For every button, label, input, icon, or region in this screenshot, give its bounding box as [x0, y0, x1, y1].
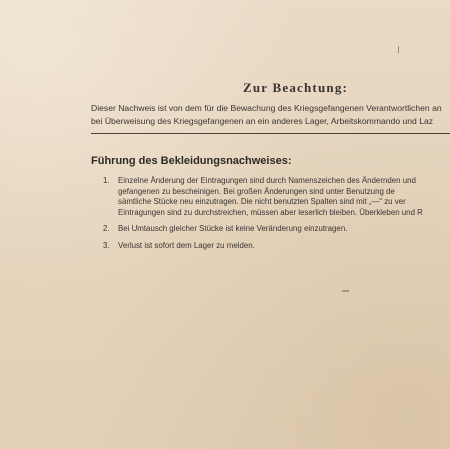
horizontal-divider: [91, 133, 450, 134]
list-item: [103, 224, 423, 235]
item-line: Verlust ist sofort dem Lager zu melden.: [118, 240, 255, 250]
paper-mark: [398, 46, 399, 53]
item-number: 3.: [103, 240, 110, 250]
item-line: Einzelne Änderung der Eintragungen sind durch Namenszeichen des Ändernden und: [118, 176, 416, 185]
item-line: gefangenen zu bescheinigen. Bei großen Änderungen sind unter Benutzung de: [118, 186, 395, 196]
instructions-list: [103, 176, 423, 252]
list-item: [103, 241, 423, 252]
list-item: [103, 176, 423, 218]
item-line: Bei Umtausch gleicher Stücke ist keine Veränderung einzutragen.: [118, 224, 348, 234]
intro-line: Dieser Nachweis ist von dem für die Bewachung des Kriegsgefangenen Verantwortlichen an: [91, 103, 442, 113]
section-title: Führung des Bekleidungsnachweises:: [91, 155, 292, 167]
intro-line: bei Überweisung des Kriegsgefangenen an ein anderes Lager, Arbeitskommando und Laz: [91, 116, 434, 126]
item-number: 2.: [103, 224, 110, 234]
intro-paragraph: [91, 102, 442, 128]
item-number: 1.: [103, 176, 110, 185]
item-line: sämtliche Stücke neu einzutragen. Die nicht benutzten Spalten sind mit „—“ zu ver: [118, 197, 406, 207]
notice-heading: Zur Beachtung:: [243, 80, 349, 95]
paper-mark: [342, 290, 349, 292]
item-line: Eintragungen sind zu durchstreichen, müssen aber leserlich bleiben. Überkleben und R: [118, 207, 423, 217]
